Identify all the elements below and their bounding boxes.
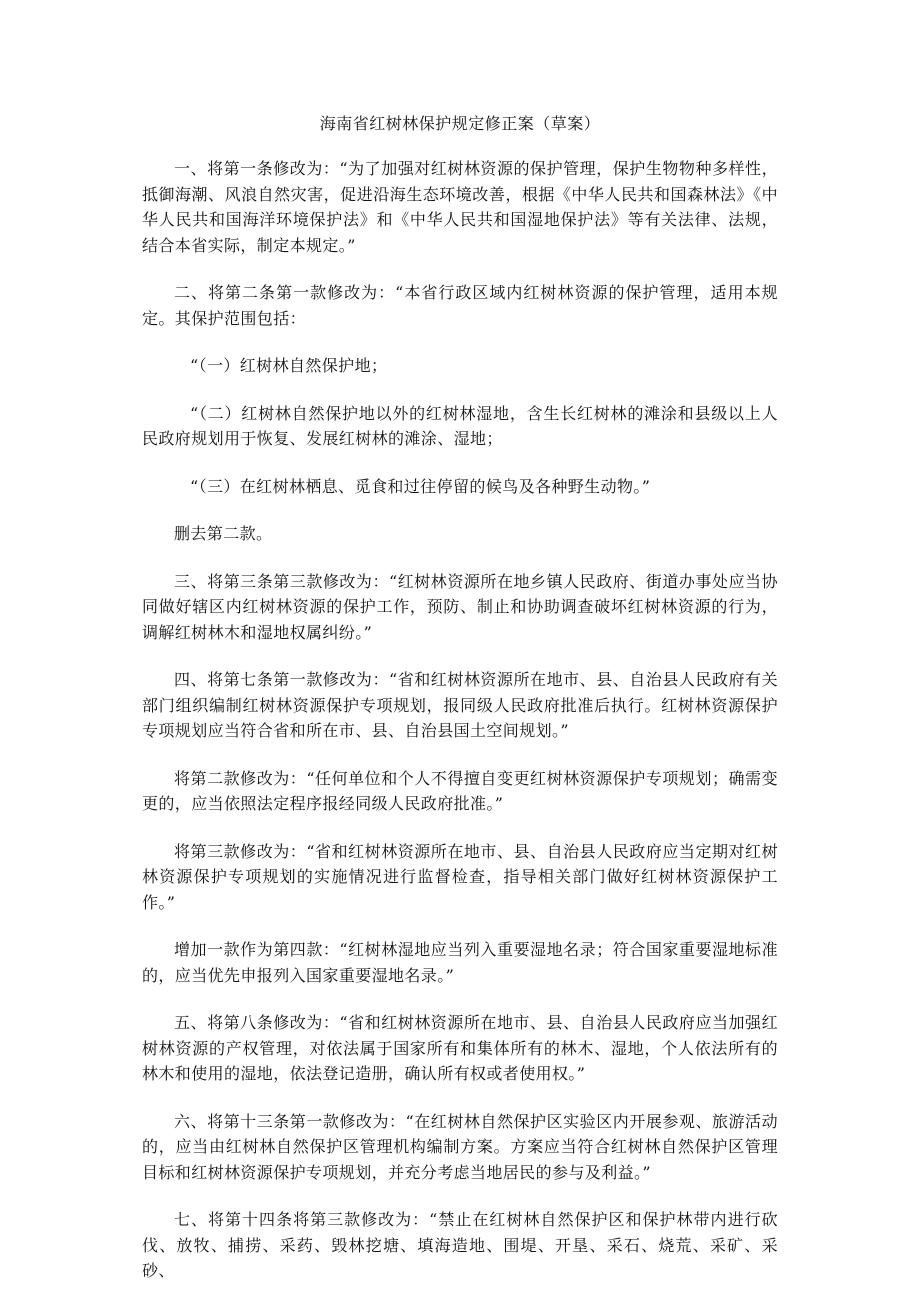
paragraph-article-3: 三、将第三条第三款修改为：“红树林资源所在地乡镇人民政府、街道办事处应当协同做好辖区内红树林资源的保护工作，预防、制止和协助调查破坏红树林资源的行为，调解红树林木和湿地权属纠纷。” — [142, 571, 778, 642]
paragraph-scope-item-1: “（一）红树林自然保护地； — [190, 356, 388, 375]
paragraph-article-1: 一、将第一条修改为：“为了加强对红树林资源的保护管理，保护生物物种多样性，抵御海潮、风浪自然灾害，促进沿海生态环境改善，根据《中华人民共和国森林法》《中华人民共和国海洋环境保护法》和《中华人民共和国湿地保护法》等有关法律、法规，结合本省实际，制定本规定。” — [142, 159, 778, 255]
document-title: 海南省红树林保护规定修正案（草案） — [319, 114, 601, 133]
paragraph-article-7-clause-2: 将第二款修改为：“任何单位和个人不得擅自变更红树林资源保护专项规划；确需变更的，应当依照法定程序报经同级人民政府批准。” — [142, 768, 778, 813]
paragraph-article-7-clause-3: 将第三款修改为：“省和红树林资源所在地市、县、自治县人民政府应当定期对红树林资源保护专项规划的实施情况进行监督检查，指导相关部门做好红树林资源保护工作。” — [142, 841, 778, 912]
paragraph-article-13: 六、将第十三条第一款修改为：“在红树林自然保护区实验区内开展参观、旅游活动的，应当由红树林自然保护区管理机构编制方案。方案应当符合红树林自然保护区管理目标和红树林资源保护专项规划，并充分考虑当地居民的参与及利益。” — [142, 1111, 778, 1182]
paragraph-scope-item-3: “（三）在红树林栖息、觅食和过往停留的候鸟及各种野生动物。” — [190, 476, 651, 496]
paragraph-article-7-clause-4: 增加一款作为第四款：“红树林湿地应当列入重要湿地名录；符合国家重要湿地标准的，应当优先申报列入国家重要湿地名录。” — [142, 940, 778, 985]
paragraph-delete-clause: 删去第二款。 — [174, 524, 273, 543]
document-body — [142, 156, 778, 1306]
paragraph-article-14: 七、将第十四条将第三款修改为：“禁止在红树林自然保护区和保护林带内进行砍伐、放牧、捕捞、采药、毁林挖塘、填海造地、围堤、开垦、采石、烧荒、采矿、采砂、 — [142, 1210, 778, 1280]
paragraph-article-8: 五、将第八条修改为：“省和红树林资源所在地市、县、自治县人民政府应当加强红树林资源的产权管理，对依法属于国家所有和集体所有的林木、湿地，个人依法所有的林木和使用的湿地，依法登记造册，确认所有权或者使用权。” — [142, 1013, 778, 1083]
paragraph-article-2: 二、将第二条第一款修改为：“本省行政区域内红树林资源的保护管理，适用本规定。其保护范围包括： — [142, 283, 778, 328]
paragraph-article-7-clause-1: 四、将第七条第一款修改为：“省和红树林资源所在地市、县、自治县人民政府有关部门组织编制红树林资源保护专项规划，报同级人民政府批准后执行。红树林资源保护专项规划应当符合省和所在市、县、自治县国土空间规划。” — [142, 670, 778, 740]
paragraph-scope-item-2: “（二）红树林自然保护地以外的红树林湿地，含生长红树林的滩涂和县级以上人民政府规划用于恢复、发展红树林的滩涂、湿地； — [142, 403, 778, 448]
